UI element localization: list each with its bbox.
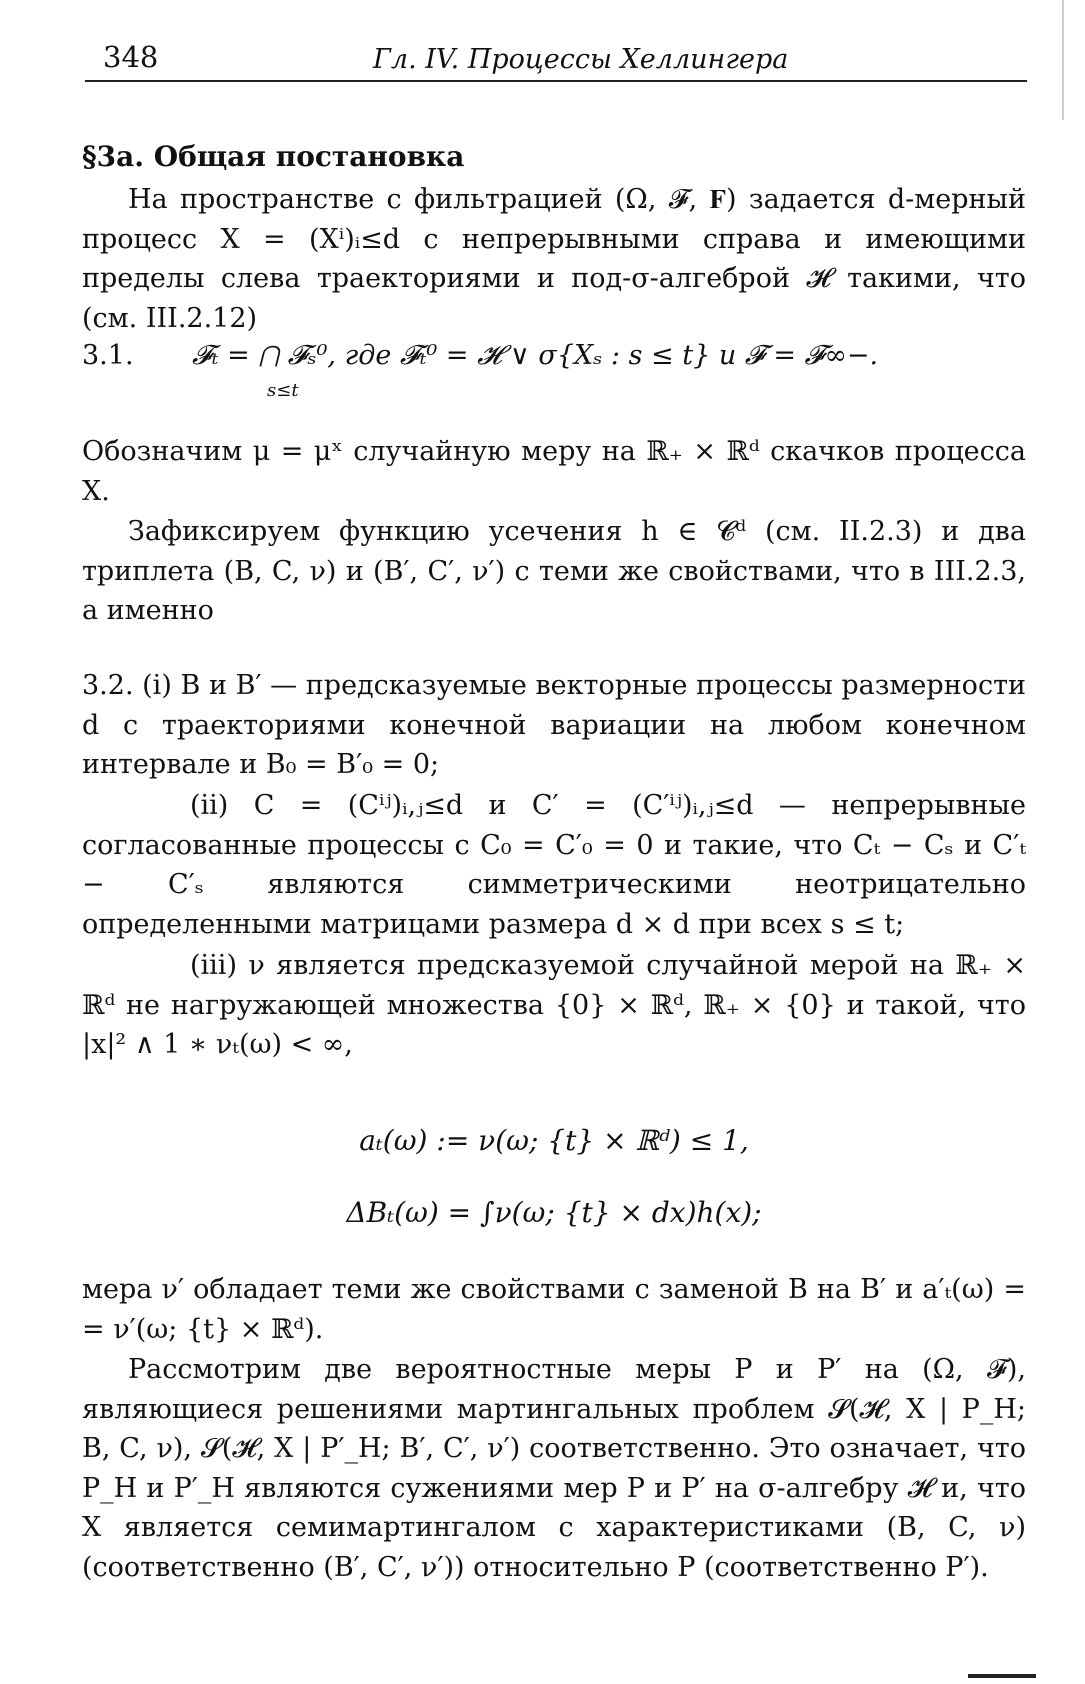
equation-a: aₜ(ω) := ν(ω; {t} × ℝᵈ) ≤ 1, [359,1124,749,1157]
paragraph-3: Зафиксируем функцию усечения h ∈ 𝓒ᵈ (см. II.2.3) и два триплета (B, C, ν) и (B′, C′, ν′) с теми же свойствами, что в III.2.3, а именно [82,516,1026,626]
running-head: Гл. IV. Процессы Хеллингера [373,44,789,75]
section-title: §3а. Общая постановка [82,140,465,173]
page-header [88,40,1026,76]
equation-label: 3.1. [82,340,134,371]
item-3-2-i: 3.2. (i) B и B′ — предсказуемые векторные процессы размерности d с траекториями конечной вариации на любом конечном интервале и B₀ = B′₀ = 0; [82,670,1026,780]
item-3-2-ii: (ii) C = (Cⁱʲ)ᵢ,ⱼ≤d и C′ = (C′ⁱʲ)ᵢ,ⱼ≤d — непрерывные согласованные процессы с C₀ = C′₀ = 0 и такие, что Cₜ − Cₛ и C′ₜ − C′ₛ являются симметрическими неотрицательно определенными матрицами размера d × d при всех s ≤ t; [82,790,1026,940]
paragraph-5: Рассмотрим две вероятностные меры P и P′ на (Ω, 𝓕), являющиеся решениями мартингальных проблем 𝓢(𝓗, X | P_H; B, C, ν), 𝓢(𝓗, X | P′_H; B′, C′, ν′) соответственно. Это означает, что P_H и P′_H являются сужениями мер P и P′ на σ-алгебру 𝓗 и, что X является семимартингалом с характеристиками (B, C, ν) (соответственно (B′, C′, ν′)) относительно P (соответственно P′). [82,1354,1026,1583]
equation-3-1 [82,340,1026,410]
page-number: 348 [103,40,159,74]
paragraph-1: На пространстве с фильтрацией (Ω, 𝓕, 𝐅) задается d-мерный процесс X = (Xⁱ)ᵢ≤d с непрерывными справа и имеющими пределы слева траекториями и под-σ-алгеброй 𝓗 такими, что (см. III.2.12) [82,184,1026,334]
paragraph-4: мера ν′ обладает теми же свойствами с заменой B на B′ и a′ₜ(ω) = = ν′(ω; {t} × ℝᵈ). [82,1274,1026,1345]
paragraph-2: Обозначим μ = μˣ случайную меру на ℝ₊ × ℝᵈ скачков процесса X. [82,436,1026,507]
equation-delta-b: ΔBₜ(ω) = ∫ν(ω; {t} × dx)h(x); [346,1196,762,1229]
header-rule [85,80,1027,82]
equation-body: 𝓕ₜ = ⋂ 𝓕ₛ⁰, где 𝓕ₜ⁰ = 𝓗 ∨ σ{Xₛ : s ≤ t} и 𝓕 = 𝓕∞−. [192,340,879,371]
intersection-subscript: s≤t [267,380,299,401]
page-edge-mark [1062,0,1064,120]
item-3-2-iii: (iii) ν является предсказуемой случайной мерой на ℝ₊ × ℝᵈ не нагружающей множества {0} × ℝᵈ, ℝ₊ × {0} и такой, что |x|² ∧ 1 ∗ νₜ(ω) < ∞, [82,950,1026,1060]
page-bottom-mark [968,1674,1036,1678]
